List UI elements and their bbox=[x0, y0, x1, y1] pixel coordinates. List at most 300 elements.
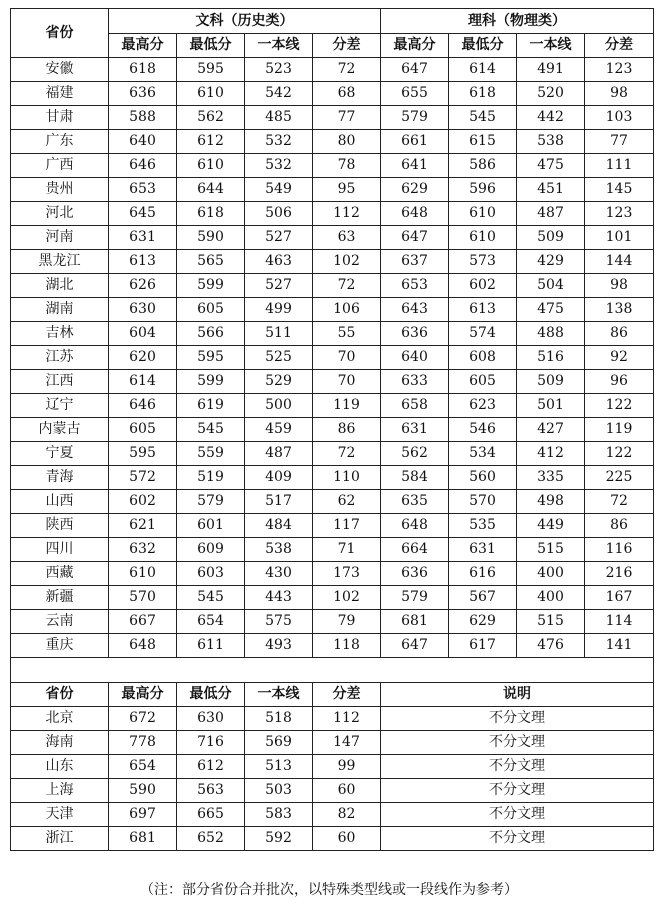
column-header: 最高分 bbox=[381, 34, 449, 58]
score-cell: 652 bbox=[177, 827, 245, 851]
score-cell: 103 bbox=[585, 106, 654, 130]
score-cell: 62 bbox=[313, 490, 381, 514]
score-cell: 562 bbox=[177, 106, 245, 130]
score-cell: 629 bbox=[449, 610, 517, 634]
score-cell: 626 bbox=[109, 274, 177, 298]
province-header: 省份 bbox=[11, 683, 109, 707]
score-cell: 516 bbox=[517, 346, 585, 370]
score-cell: 501 bbox=[517, 394, 585, 418]
score-cell: 648 bbox=[381, 514, 449, 538]
table-row bbox=[11, 755, 654, 779]
score-cell: 118 bbox=[313, 634, 381, 658]
score-cell: 595 bbox=[109, 442, 177, 466]
score-cell: 647 bbox=[381, 58, 449, 82]
table-row bbox=[11, 226, 654, 250]
score-cell: 605 bbox=[449, 370, 517, 394]
science-group-header: 理科（物理类） bbox=[381, 9, 654, 34]
table-row bbox=[11, 298, 654, 322]
score-cell: 681 bbox=[381, 610, 449, 634]
score-cell: 500 bbox=[245, 394, 313, 418]
score-cell: 122 bbox=[585, 442, 654, 466]
score-cell: 631 bbox=[381, 418, 449, 442]
score-cell: 72 bbox=[313, 274, 381, 298]
table-row bbox=[11, 370, 654, 394]
score-cell: 503 bbox=[245, 779, 313, 803]
score-cell: 618 bbox=[177, 202, 245, 226]
score-cell: 145 bbox=[585, 178, 654, 202]
score-cell: 488 bbox=[517, 322, 585, 346]
score-cell: 608 bbox=[449, 346, 517, 370]
score-cell: 430 bbox=[245, 562, 313, 586]
score-cell: 617 bbox=[449, 634, 517, 658]
table-row bbox=[11, 490, 654, 514]
score-cell: 123 bbox=[585, 58, 654, 82]
score-cell: 630 bbox=[177, 707, 245, 731]
column-header: 一本线 bbox=[245, 683, 313, 707]
province-cell: 山西 bbox=[11, 490, 109, 514]
score-cell: 72 bbox=[313, 442, 381, 466]
score-cell: 637 bbox=[381, 250, 449, 274]
score-cell: 442 bbox=[517, 106, 585, 130]
column-header: 最低分 bbox=[177, 683, 245, 707]
score-cell: 216 bbox=[585, 562, 654, 586]
score-cell: 588 bbox=[109, 106, 177, 130]
column-header: 分差 bbox=[313, 34, 381, 58]
score-cell: 664 bbox=[381, 538, 449, 562]
score-cell: 116 bbox=[585, 538, 654, 562]
score-cell: 96 bbox=[585, 370, 654, 394]
column-header: 最低分 bbox=[177, 34, 245, 58]
score-cell: 173 bbox=[313, 562, 381, 586]
score-cell: 499 bbox=[245, 298, 313, 322]
score-cell: 506 bbox=[245, 202, 313, 226]
score-cell: 661 bbox=[381, 130, 449, 154]
province-cell: 河北 bbox=[11, 202, 109, 226]
score-cell: 636 bbox=[381, 322, 449, 346]
score-cell: 614 bbox=[109, 370, 177, 394]
score-cell: 579 bbox=[381, 106, 449, 130]
province-cell: 浙江 bbox=[11, 827, 109, 851]
score-cell: 602 bbox=[449, 274, 517, 298]
score-cell: 573 bbox=[449, 250, 517, 274]
score-cell: 60 bbox=[313, 827, 381, 851]
score-cell: 562 bbox=[381, 442, 449, 466]
score-cell: 632 bbox=[109, 538, 177, 562]
table-spacer-row bbox=[11, 658, 654, 683]
score-cell: 570 bbox=[109, 586, 177, 610]
score-cell: 616 bbox=[449, 562, 517, 586]
table-row bbox=[11, 106, 654, 130]
province-cell: 安徽 bbox=[11, 58, 109, 82]
province-cell: 四川 bbox=[11, 538, 109, 562]
score-cell: 646 bbox=[109, 154, 177, 178]
score-cell: 523 bbox=[245, 58, 313, 82]
score-cell: 559 bbox=[177, 442, 245, 466]
score-cell: 71 bbox=[313, 538, 381, 562]
province-cell: 吉林 bbox=[11, 322, 109, 346]
province-cell: 上海 bbox=[11, 779, 109, 803]
table-row bbox=[11, 538, 654, 562]
score-cell: 412 bbox=[517, 442, 585, 466]
remark-cell: 不分文理 bbox=[381, 731, 654, 755]
score-cell: 515 bbox=[517, 538, 585, 562]
score-cell: 640 bbox=[109, 130, 177, 154]
score-cell: 101 bbox=[585, 226, 654, 250]
score-cell: 400 bbox=[517, 586, 585, 610]
remark-cell: 不分文理 bbox=[381, 755, 654, 779]
score-cell: 636 bbox=[381, 562, 449, 586]
score-cell: 603 bbox=[177, 562, 245, 586]
score-cell: 487 bbox=[517, 202, 585, 226]
score-cell: 645 bbox=[109, 202, 177, 226]
score-cell: 63 bbox=[313, 226, 381, 250]
score-cell: 631 bbox=[449, 538, 517, 562]
score-cell: 618 bbox=[109, 58, 177, 82]
table-row bbox=[11, 707, 654, 731]
score-cell: 579 bbox=[381, 586, 449, 610]
score-cell: 716 bbox=[177, 731, 245, 755]
province-cell: 黑龙江 bbox=[11, 250, 109, 274]
province-cell: 宁夏 bbox=[11, 442, 109, 466]
score-cell: 72 bbox=[313, 58, 381, 82]
score-cell: 583 bbox=[245, 803, 313, 827]
score-cell: 655 bbox=[381, 82, 449, 106]
score-cell: 95 bbox=[313, 178, 381, 202]
score-cell: 611 bbox=[177, 634, 245, 658]
score-cell: 610 bbox=[177, 154, 245, 178]
table-row bbox=[11, 803, 654, 827]
remark-cell: 不分文理 bbox=[381, 827, 654, 851]
score-cell: 141 bbox=[585, 634, 654, 658]
score-cell: 545 bbox=[177, 418, 245, 442]
score-cell: 566 bbox=[177, 322, 245, 346]
table-row bbox=[11, 346, 654, 370]
province-cell: 江西 bbox=[11, 370, 109, 394]
score-cell: 648 bbox=[381, 202, 449, 226]
table-row bbox=[11, 634, 654, 658]
score-cell: 586 bbox=[449, 154, 517, 178]
score-cell: 604 bbox=[109, 322, 177, 346]
table-row bbox=[11, 394, 654, 418]
score-cell: 529 bbox=[245, 370, 313, 394]
score-cell: 493 bbox=[245, 634, 313, 658]
score-cell: 459 bbox=[245, 418, 313, 442]
province-header: 省份 bbox=[11, 9, 109, 58]
score-cell: 509 bbox=[517, 370, 585, 394]
table-row bbox=[11, 442, 654, 466]
score-cell: 451 bbox=[517, 178, 585, 202]
score-cell: 605 bbox=[177, 298, 245, 322]
score-cell: 614 bbox=[449, 58, 517, 82]
score-cell: 532 bbox=[245, 154, 313, 178]
province-cell: 湖南 bbox=[11, 298, 109, 322]
score-cell: 86 bbox=[585, 322, 654, 346]
column-header: 说明 bbox=[381, 683, 654, 707]
score-cell: 672 bbox=[109, 707, 177, 731]
score-cell: 610 bbox=[177, 82, 245, 106]
score-cell: 112 bbox=[313, 202, 381, 226]
score-cell: 225 bbox=[585, 466, 654, 490]
score-cell: 475 bbox=[517, 154, 585, 178]
score-cell: 98 bbox=[585, 82, 654, 106]
province-cell: 海南 bbox=[11, 731, 109, 755]
province-cell: 广西 bbox=[11, 154, 109, 178]
score-cell: 138 bbox=[585, 298, 654, 322]
score-cell: 92 bbox=[585, 346, 654, 370]
score-cell: 615 bbox=[449, 130, 517, 154]
score-cell: 609 bbox=[177, 538, 245, 562]
score-cell: 429 bbox=[517, 250, 585, 274]
score-cell: 70 bbox=[313, 346, 381, 370]
score-cell: 631 bbox=[109, 226, 177, 250]
score-cell: 570 bbox=[449, 490, 517, 514]
table-row bbox=[11, 827, 654, 851]
score-cell: 633 bbox=[381, 370, 449, 394]
table-row bbox=[11, 202, 654, 226]
score-cell: 618 bbox=[449, 82, 517, 106]
score-cell: 667 bbox=[109, 610, 177, 634]
score-cell: 629 bbox=[381, 178, 449, 202]
score-cell: 86 bbox=[585, 514, 654, 538]
score-cell: 545 bbox=[449, 106, 517, 130]
province-cell: 青海 bbox=[11, 466, 109, 490]
score-cell: 610 bbox=[109, 562, 177, 586]
score-cell: 636 bbox=[109, 82, 177, 106]
table-row bbox=[11, 178, 654, 202]
table-row bbox=[11, 610, 654, 634]
score-cell: 476 bbox=[517, 634, 585, 658]
score-cell: 644 bbox=[177, 178, 245, 202]
score-cell: 538 bbox=[245, 538, 313, 562]
score-table-by-track bbox=[10, 8, 654, 851]
score-cell: 569 bbox=[245, 731, 313, 755]
score-cell: 565 bbox=[177, 250, 245, 274]
column-header: 一本线 bbox=[245, 34, 313, 58]
table-row bbox=[11, 418, 654, 442]
column-header: 分差 bbox=[585, 34, 654, 58]
score-cell: 620 bbox=[109, 346, 177, 370]
score-cell: 535 bbox=[449, 514, 517, 538]
score-cell: 613 bbox=[449, 298, 517, 322]
score-cell: 102 bbox=[313, 586, 381, 610]
score-cell: 335 bbox=[517, 466, 585, 490]
score-cell: 654 bbox=[177, 610, 245, 634]
column-header: 最高分 bbox=[109, 34, 177, 58]
score-cell: 517 bbox=[245, 490, 313, 514]
table-row bbox=[11, 779, 654, 803]
province-cell: 江苏 bbox=[11, 346, 109, 370]
score-cell: 599 bbox=[177, 370, 245, 394]
score-cell: 80 bbox=[313, 130, 381, 154]
score-cell: 563 bbox=[177, 779, 245, 803]
score-cell: 601 bbox=[177, 514, 245, 538]
score-cell: 99 bbox=[313, 755, 381, 779]
score-cell: 400 bbox=[517, 562, 585, 586]
province-cell: 陕西 bbox=[11, 514, 109, 538]
score-cell: 646 bbox=[109, 394, 177, 418]
score-cell: 605 bbox=[109, 418, 177, 442]
score-cell: 484 bbox=[245, 514, 313, 538]
table-row bbox=[11, 58, 654, 82]
table-row bbox=[11, 562, 654, 586]
remark-cell: 不分文理 bbox=[381, 779, 654, 803]
score-cell: 654 bbox=[109, 755, 177, 779]
score-cell: 542 bbox=[245, 82, 313, 106]
score-cell: 511 bbox=[245, 322, 313, 346]
score-cell: 68 bbox=[313, 82, 381, 106]
table-row bbox=[11, 586, 654, 610]
score-cell: 518 bbox=[245, 707, 313, 731]
table-row bbox=[11, 514, 654, 538]
score-cell: 602 bbox=[109, 490, 177, 514]
score-cell: 599 bbox=[177, 274, 245, 298]
score-cell: 117 bbox=[313, 514, 381, 538]
score-cell: 527 bbox=[245, 226, 313, 250]
score-cell: 527 bbox=[245, 274, 313, 298]
score-cell: 520 bbox=[517, 82, 585, 106]
score-cell: 122 bbox=[585, 394, 654, 418]
score-cell: 640 bbox=[381, 346, 449, 370]
score-cell: 525 bbox=[245, 346, 313, 370]
score-cell: 119 bbox=[585, 418, 654, 442]
score-cell: 575 bbox=[245, 610, 313, 634]
score-cell: 560 bbox=[449, 466, 517, 490]
province-cell: 贵州 bbox=[11, 178, 109, 202]
score-cell: 98 bbox=[585, 274, 654, 298]
province-cell: 湖北 bbox=[11, 274, 109, 298]
score-cell: 697 bbox=[109, 803, 177, 827]
score-cell: 77 bbox=[585, 130, 654, 154]
score-cell: 623 bbox=[449, 394, 517, 418]
score-cell: 579 bbox=[177, 490, 245, 514]
score-cell: 60 bbox=[313, 779, 381, 803]
score-cell: 641 bbox=[381, 154, 449, 178]
score-cell: 590 bbox=[177, 226, 245, 250]
score-cell: 144 bbox=[585, 250, 654, 274]
province-cell: 河南 bbox=[11, 226, 109, 250]
table-row bbox=[11, 130, 654, 154]
province-cell: 重庆 bbox=[11, 634, 109, 658]
score-cell: 610 bbox=[449, 226, 517, 250]
score-cell: 612 bbox=[177, 755, 245, 779]
score-cell: 110 bbox=[313, 466, 381, 490]
table-row bbox=[11, 731, 654, 755]
score-cell: 86 bbox=[313, 418, 381, 442]
score-cell: 590 bbox=[109, 779, 177, 803]
score-cell: 621 bbox=[109, 514, 177, 538]
table-row bbox=[11, 154, 654, 178]
score-cell: 538 bbox=[517, 130, 585, 154]
score-cell: 123 bbox=[585, 202, 654, 226]
province-cell: 天津 bbox=[11, 803, 109, 827]
score-cell: 82 bbox=[313, 803, 381, 827]
score-cell: 409 bbox=[245, 466, 313, 490]
score-cell: 119 bbox=[313, 394, 381, 418]
province-cell: 北京 bbox=[11, 707, 109, 731]
score-cell: 653 bbox=[381, 274, 449, 298]
score-cell: 106 bbox=[313, 298, 381, 322]
score-tables bbox=[10, 8, 653, 851]
score-cell: 643 bbox=[381, 298, 449, 322]
remark-cell: 不分文理 bbox=[381, 707, 654, 731]
score-cell: 485 bbox=[245, 106, 313, 130]
score-cell: 491 bbox=[517, 58, 585, 82]
score-cell: 595 bbox=[177, 346, 245, 370]
score-cell: 513 bbox=[245, 755, 313, 779]
score-cell: 449 bbox=[517, 514, 585, 538]
score-cell: 658 bbox=[381, 394, 449, 418]
score-cell: 635 bbox=[381, 490, 449, 514]
score-cell: 114 bbox=[585, 610, 654, 634]
remark-cell: 不分文理 bbox=[381, 803, 654, 827]
score-cell: 167 bbox=[585, 586, 654, 610]
score-cell: 647 bbox=[381, 226, 449, 250]
column-header: 最高分 bbox=[109, 683, 177, 707]
table-row bbox=[11, 82, 654, 106]
score-cell: 647 bbox=[381, 634, 449, 658]
column-header: 分差 bbox=[313, 683, 381, 707]
score-cell: 475 bbox=[517, 298, 585, 322]
province-cell: 福建 bbox=[11, 82, 109, 106]
score-cell: 77 bbox=[313, 106, 381, 130]
score-cell: 653 bbox=[109, 178, 177, 202]
score-cell: 596 bbox=[449, 178, 517, 202]
arts-group-header: 文科（历史类） bbox=[109, 9, 381, 34]
score-cell: 112 bbox=[313, 707, 381, 731]
score-cell: 681 bbox=[109, 827, 177, 851]
column-header: 一本线 bbox=[517, 34, 585, 58]
province-cell: 内蒙古 bbox=[11, 418, 109, 442]
score-cell: 498 bbox=[517, 490, 585, 514]
table-row bbox=[11, 322, 654, 346]
table-row bbox=[11, 250, 654, 274]
province-cell: 山东 bbox=[11, 755, 109, 779]
score-cell: 572 bbox=[109, 466, 177, 490]
score-cell: 504 bbox=[517, 274, 585, 298]
score-cell: 55 bbox=[313, 322, 381, 346]
table-row bbox=[11, 466, 654, 490]
score-cell: 534 bbox=[449, 442, 517, 466]
province-cell: 甘肃 bbox=[11, 106, 109, 130]
score-cell: 610 bbox=[449, 202, 517, 226]
score-cell: 613 bbox=[109, 250, 177, 274]
score-cell: 592 bbox=[245, 827, 313, 851]
score-cell: 111 bbox=[585, 154, 654, 178]
score-cell: 648 bbox=[109, 634, 177, 658]
score-cell: 612 bbox=[177, 130, 245, 154]
score-cell: 463 bbox=[245, 250, 313, 274]
score-cell: 619 bbox=[177, 394, 245, 418]
score-cell: 72 bbox=[585, 490, 654, 514]
score-cell: 519 bbox=[177, 466, 245, 490]
score-cell: 79 bbox=[313, 610, 381, 634]
score-cell: 595 bbox=[177, 58, 245, 82]
score-cell: 515 bbox=[517, 610, 585, 634]
table-row bbox=[11, 274, 654, 298]
province-cell: 辽宁 bbox=[11, 394, 109, 418]
province-cell: 云南 bbox=[11, 610, 109, 634]
score-cell: 545 bbox=[177, 586, 245, 610]
score-cell: 549 bbox=[245, 178, 313, 202]
score-cell: 78 bbox=[313, 154, 381, 178]
score-cell: 443 bbox=[245, 586, 313, 610]
score-cell: 427 bbox=[517, 418, 585, 442]
score-cell: 509 bbox=[517, 226, 585, 250]
score-cell: 574 bbox=[449, 322, 517, 346]
province-cell: 广东 bbox=[11, 130, 109, 154]
score-cell: 147 bbox=[313, 731, 381, 755]
footnote: （注：部分省份合并批次，以特殊类型线或一段线作为参考） bbox=[140, 882, 518, 898]
